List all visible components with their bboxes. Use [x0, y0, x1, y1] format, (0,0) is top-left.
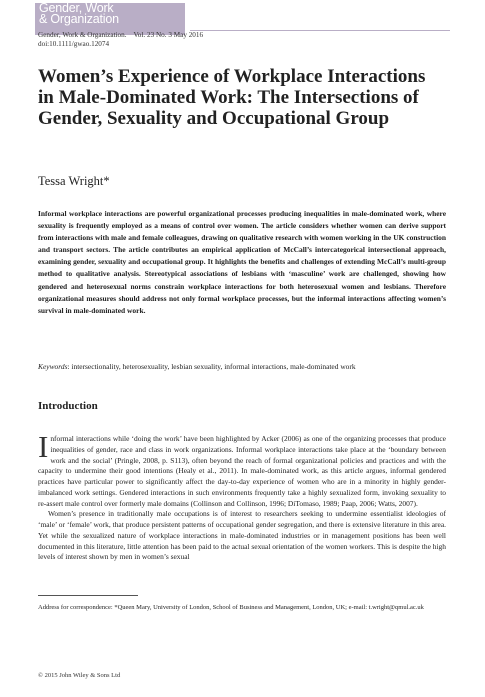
drop-cap: I — [38, 429, 49, 464]
keywords-text: : intersectionality, heterosexuality, lesbian sexuality, informal interactions, male-dominated work — [67, 362, 356, 371]
footnote-rule — [38, 595, 138, 596]
keywords — [38, 361, 446, 372]
journal-logo-line1: Gender, Work — [39, 3, 114, 15]
article-author: Tessa Wright* — [38, 174, 110, 188]
section-heading-introduction: Introduction — [38, 400, 98, 412]
keywords-label: Keywords — [38, 362, 68, 371]
correspondence-footnote: Address for correspondence: *Queen Mary, University of London, School of Business and Management, London, UK; e-mail: t.wright@qmul.ac.uk — [38, 604, 424, 611]
introduction-paragraph-1-text: nformal interactions while ‘doing the work’ have been highlighted by Acker (2006) as one of the organizing processes that produce inequalities of gender, race and class in work organizations. Informal workplace interactions take place at the ‘boundary between work and the social’ (Pringle, 2008, p. S113), often beyond the reach of formal organizational policies and practices and with the capacity to undermine their good intentions (Healy et al., 2011). In male-dominated work, as this article argues, informal gendered practices have particular power to significantly affect the day-to-day experience of women who are in a minority in highly gender-imbalanced work settings. Gendered interactions in such environments frequently take a highly sexualized form, invoking sexuality to re-assert male control over formerly male domains (Collinson and Collinson, 1996; DiTomaso, 1989; Paap, 2006; Watts, 2007). — [38, 434, 446, 508]
introduction-body — [38, 429, 446, 563]
introduction-paragraph-2: Women’s presence in traditionally male occupations is of interest to researchers seeking to undermine essentialist ideologies of ‘male’ or ‘female’ work, that produce persistent patterns of occupational gender segregation, and there is extensive literature in this area. Yet while the sexualized nature of workplace interactions in male-dominated industries or in management positions has been well documented in this literature, little attention has been paid to the actual sexual orientation of the women workers. This is despite the high levels of interest shown by men in women’s sexual — [38, 509, 446, 562]
article-title: Women’s Experience of Workplace Interactions in Male-Dominated Work: The Intersections of Gender, Sexuality and Occupational Group — [38, 66, 426, 129]
introduction-paragraph-1 — [38, 429, 446, 509]
header-rule — [190, 30, 450, 31]
abstract: Informal workplace interactions are powerful organizational processes producing inequalities in male-dominated work, where sexuality is frequently employed as a means of control over women. The article considers whether women can derive support from interactions with male and female colleagues, drawing on qualitative research with women working in the UK construction and transport sectors. The article contributes an empirical application of McCall’s intercategorical intersectional approach, examining gender, sexuality and occupational group. It highlights the benefits and challenges of extending McCall’s multi-group method to qualitative analysis. Stereotypical associations of lesbians with ‘masculine’ work are challenged, showing how gendered and heterosexual norms constrain workplace interactions for both heterosexual women and lesbians. Therefore organizational measures should address not only formal workplace processes, but the informal interactions affecting women’s survival in male-dominated work. — [38, 209, 446, 315]
journal-citation: Gender, Work & Organization. Vol. 23 No. 3 May 2016 — [38, 31, 204, 39]
journal-logo-line2: & Organization — [39, 12, 119, 26]
journal-meta — [38, 31, 203, 49]
journal-doi: doi:10.1111/gwao.12074 — [38, 40, 110, 48]
copyright: © 2015 John Wiley & Sons Ltd — [38, 672, 121, 679]
